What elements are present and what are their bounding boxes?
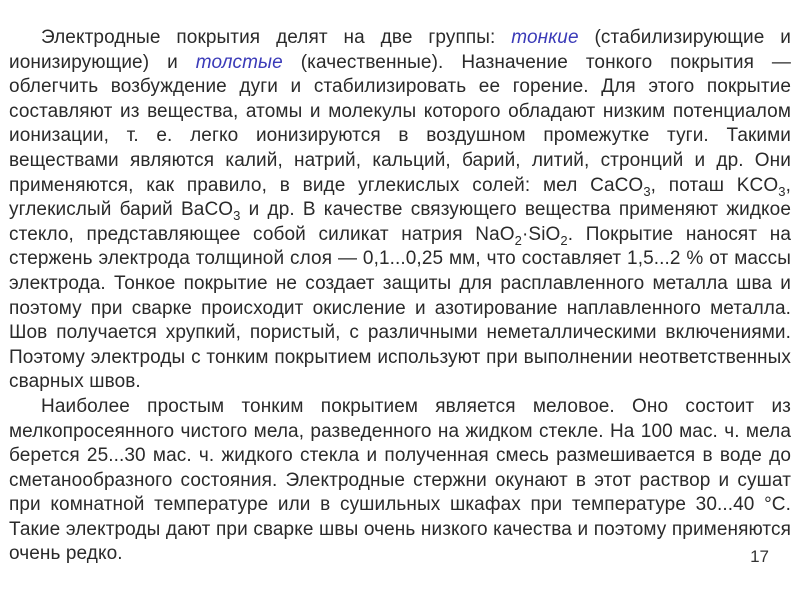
text-run: , поташ KCO (650, 174, 779, 196)
paragraph-electrode-coatings (9, 26, 791, 395)
text-run: и др. В качестве связующего вещества применяют жидкое стекло, представляющее собой силикат натрия NaO (9, 199, 791, 245)
document-text (9, 26, 791, 567)
text-run: . Покрытие наносят на стержень электрода толщиной слоя — 0,1...0,25 мм, что составляет 1,5...2 % от массы электрода. Тонкое покрытие не создает защиты для расплавленного металла шва и поэтому при сварке происходит окисление и азотирование наплавленного металла. Шов получается хрупкий, пористый, с различными неметаллическими включениями. Поэтому электроды с тонким покрытием используют при выполнении неответственных сварных швов. (9, 223, 792, 393)
page-number: 17 (750, 547, 769, 566)
text-run: ·SiO (522, 223, 561, 245)
text-run: Наиболее простым тонким покрытием является меловое. Оно состоит из мелкопросеянного чистого мела, разведенного на жидком стекле. На 100 мас. ч. мела берется 25...30 мас. ч. жидкого стекла и полученная смесь размешивается в воде до сметанообразного состояния. Электродные стержни окунают в этот раствор и сушат при комнатной температуре или в сушильных шкафах при температуре 30...40 °С. Такие электроды дают при сварке швы очень низкого качества и поэтому применяются очень редко. (9, 395, 791, 565)
chemical-subscript: 3 (233, 208, 241, 224)
text-run: , углекислый барий BaCO (9, 174, 791, 221)
chemical-subscript: 2 (514, 232, 522, 248)
text-run: (стабилизирующие и ионизирующие) и (9, 27, 791, 73)
chemical-subscript: 3 (778, 183, 786, 199)
term-highlight: толстые (195, 51, 283, 73)
chemical-subscript: 3 (643, 183, 651, 199)
text-run: Электродные покрытия делят на две группы: (41, 27, 512, 48)
term-highlight: тонкие (511, 27, 579, 48)
text-run: (качественные). Назначение тонкого покрытия — облегчить возбуждение дуги и стабилизировать ее горение. Для этого покрытие составляют из вещества, атомы и молекулы которого обладают низким потенциалом ионизации, т. е. легко ионизируются в воздушном промежутке туги. Такими веществами являются калий, натрий, кальций, барий, литий, стронций и др. Они применяются, как правило, в виде углекислых солей: мел CaCO (9, 51, 792, 196)
chemical-subscript: 2 (560, 232, 568, 248)
paragraph-chalk-coating (9, 395, 791, 567)
